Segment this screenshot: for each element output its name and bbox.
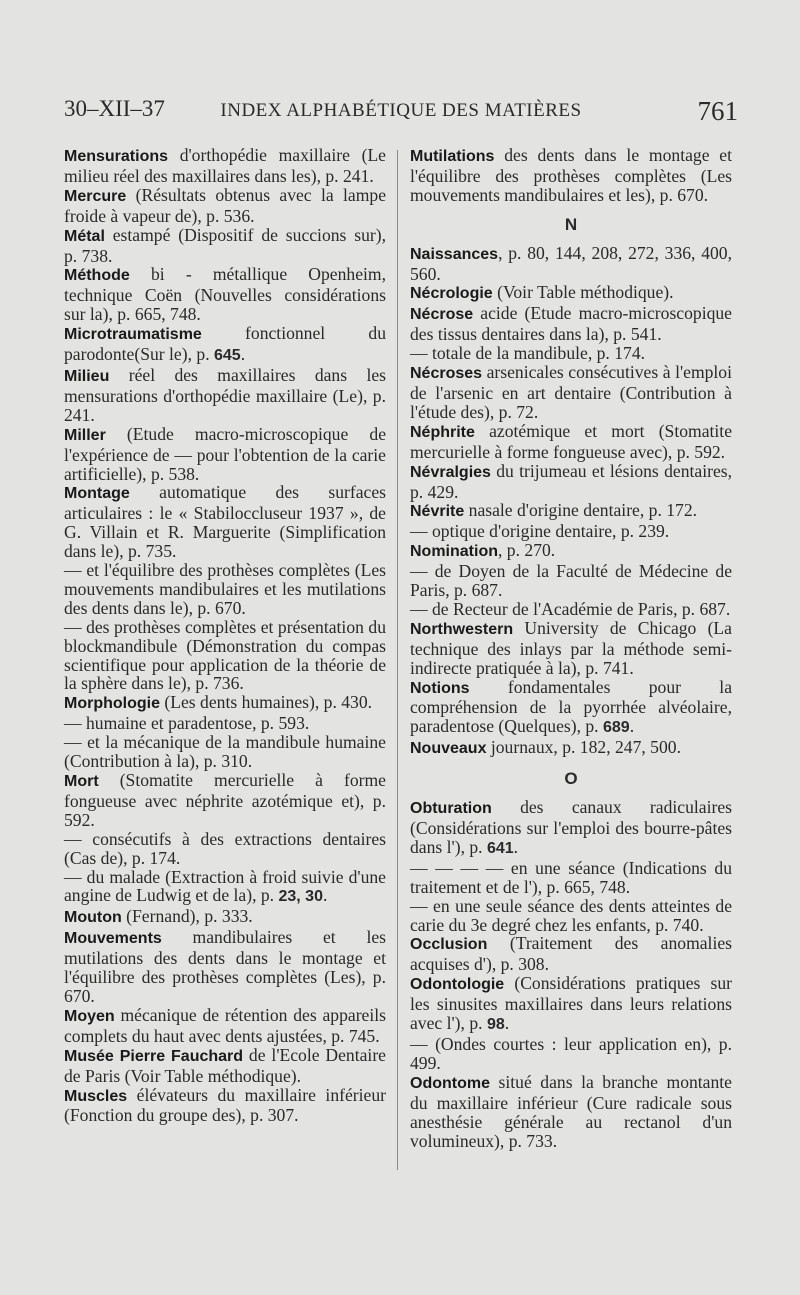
entry-text: — humaine et paradentose, p. 593. xyxy=(64,713,310,734)
index-entry xyxy=(410,798,732,859)
entry-text: arsenicales consécutives à l'emploi de l'arsenic en art dentaire (Contribution à l'étude des), p. 72. xyxy=(410,362,732,422)
entry-heading: Microtraumatisme xyxy=(64,326,202,344)
entry-text: University de Chicago (La technique des inlays par la méthode semi-indirecte pratiquée à la), p. 741. xyxy=(410,617,732,678)
index-entry xyxy=(64,928,386,1006)
entry-bold-pages: 689 xyxy=(602,719,630,737)
entry-text: — et l'équilibre des prothèses complètes (Les mouvements mandibulaires et les mutilations des dents dans le), p. 670. xyxy=(64,560,386,618)
entry-text: bi - métallique Openheim, technique Coën (Nouvelles considérations sur la), p. 665, 748. xyxy=(64,264,386,325)
index-entry xyxy=(410,522,732,541)
entry-text: — consécutifs à des extractions dentaires (Cas de), p. 174. xyxy=(64,828,386,868)
entry-trailing-punct: . xyxy=(322,885,328,906)
n-entries xyxy=(410,244,732,760)
entry-heading: Montage xyxy=(64,485,130,503)
entry-text: (Traitement des anomalies acquises d'), p. 308. xyxy=(410,933,732,975)
entry-heading: Nécroses xyxy=(410,365,483,383)
entry-text: des canaux radiculaires (Considérations sur l'emploi des bourre-pâtes dans l'), p. xyxy=(410,797,732,857)
index-entry xyxy=(64,561,386,618)
index-entry xyxy=(410,619,732,678)
index-entry xyxy=(410,304,732,344)
entry-text: fondamentales pour la compréhension de la pyorrhée alvéolaire, paradentose (Quelques), p. xyxy=(410,676,732,737)
entry-heading: Milieu xyxy=(64,367,110,385)
index-entry xyxy=(64,771,386,830)
index-entry xyxy=(410,859,732,897)
entry-heading: Notions xyxy=(410,679,470,697)
entry-text: , p. 80, 144, 208, 272, 336, 400, 560. xyxy=(410,242,732,284)
index-entry xyxy=(410,1073,732,1151)
entry-text: — des prothèses complètes et présentation du blockmandibule (Démonstration du compas scientifique pour application de la théorie de la sphère dans le), p. 736. xyxy=(64,616,386,694)
entry-heading: Névralgies xyxy=(410,463,491,481)
entry-text: du trijumeau et lésions dentaires, p. 429. xyxy=(410,460,732,502)
entry-bold-pages: 98 xyxy=(486,1016,505,1034)
o-entries xyxy=(410,798,732,1150)
index-entry xyxy=(410,974,732,1035)
section-letter-o: O xyxy=(564,769,578,789)
index-entry xyxy=(410,283,732,304)
index-entry xyxy=(64,830,386,868)
entry-text: situé dans la branche montante du maxillaire inférieur (Cure radicale sous anesthésie générale au rectanol d'un volumineux), p. 733. xyxy=(410,1071,732,1151)
entry-bold-pages: 23, 30 xyxy=(278,888,323,906)
entry-text: — en une seule séance des dents atteintes de carie du 3e degré chez les enfants, p. 740. xyxy=(410,895,732,935)
entry-heading: Mensurations xyxy=(64,148,169,165)
index-entry xyxy=(410,363,732,422)
header-title: INDEX ALPHABÉTIQUE DES MATIÈRES xyxy=(220,100,582,121)
left-column xyxy=(64,146,386,1125)
index-entry xyxy=(64,1086,386,1126)
entry-text: nasale d'origine dentaire, p. 172. xyxy=(464,500,698,521)
entry-heading: Nomination xyxy=(410,543,498,561)
entry-heading: Northwestern xyxy=(410,620,514,638)
entry-heading: Morphologie xyxy=(64,695,160,713)
entry-text: — et la mécanique de la mandibule humaine (Contribution à la), p. 310. xyxy=(64,732,386,772)
index-entry xyxy=(64,714,386,733)
index-entry xyxy=(64,186,386,226)
entry-text: acide (Etude macro-microscopique des tissus dentaires dans la), p. 541. xyxy=(410,303,732,345)
entry-heading: Mutilations xyxy=(410,148,495,165)
entry-text: — du malade (Extraction à froid suivie d'une angine de Ludwig et de la), p. xyxy=(64,866,386,906)
entry-text: , p. 270. xyxy=(498,540,556,561)
index-entry xyxy=(410,1035,732,1073)
index-entry xyxy=(410,244,732,284)
index-entry xyxy=(64,1046,386,1086)
entry-text: (Etude macro-microscopique de l'expérience de — pour l'obtention de la carie artificielle), p. 538. xyxy=(64,423,386,484)
entry-heading: Muscles xyxy=(64,1087,128,1105)
entry-text: journaux, p. 182, 247, 500. xyxy=(486,737,681,758)
index-entry xyxy=(64,146,386,186)
index-entry xyxy=(410,501,732,522)
entry-heading: Métal xyxy=(64,227,105,245)
index-entry xyxy=(64,366,386,425)
page-header xyxy=(64,96,738,128)
m-continued-entries xyxy=(410,146,732,205)
index-entry xyxy=(410,541,732,562)
entry-heading: Musée Pierre Fauchard xyxy=(64,1047,244,1065)
entry-trailing-punct: . xyxy=(513,836,519,857)
entry-text: (Résultats obtenus avec la lampe froide à vapeur de), p. 536. xyxy=(64,184,386,226)
entry-text: — (Ondes courtes : leur application en), p. 499. xyxy=(410,1033,732,1073)
entry-text: — de Recteur de l'Académie de Paris, p. 687. xyxy=(410,598,731,619)
entry-heading: Mercure xyxy=(64,187,127,205)
index-entry xyxy=(410,934,732,974)
entry-heading: Mort xyxy=(64,773,99,790)
entry-text: mécanique de rétention des appareils complets du haut avec dents ajustées, p. 745. xyxy=(64,1004,386,1046)
entry-text: de l'Ecole Dentaire de Paris (Voir Table méthodique). xyxy=(64,1044,386,1086)
index-entry xyxy=(410,600,732,619)
entry-heading: Nouveaux xyxy=(410,740,487,758)
index-entry xyxy=(64,733,386,771)
index-entry xyxy=(410,562,732,600)
index-entry xyxy=(410,738,732,759)
entry-heading: Néphrite xyxy=(410,423,475,441)
entry-text: — optique d'origine dentaire, p. 239. xyxy=(410,521,670,542)
index-entry xyxy=(410,678,732,739)
entry-text: — totale de la mandibule, p. 174. xyxy=(410,343,646,364)
entry-trailing-punct: . xyxy=(629,716,635,737)
entry-text: (Les dents humaines), p. 430. xyxy=(159,692,373,713)
index-entry xyxy=(64,324,386,366)
section-letter-n: N xyxy=(564,214,578,234)
index-entry xyxy=(64,483,386,561)
entry-text: — de Doyen de la Faculté de Médecine de Paris, p. 687. xyxy=(410,561,732,601)
entry-text: automatique des surfaces articulaires : le « Stabiloccluseur 1937 », de G. Villain et R. Marguerite (Simplification dans le), p. 735. xyxy=(64,482,386,562)
index-entry xyxy=(64,618,386,694)
index-entry xyxy=(410,462,732,502)
index-entry xyxy=(64,1006,386,1046)
entry-heading: Névrite xyxy=(410,503,465,521)
index-entry xyxy=(64,226,386,266)
index-entry xyxy=(64,425,386,484)
entry-text: (Voir Table méthodique). xyxy=(492,282,674,303)
header-date: 30–XII–37 xyxy=(64,96,165,121)
entry-text: mandibulaires et les mutilations des dents dans le montage et l'équilibre des prothèses complètes (Les), p. 670. xyxy=(64,927,386,1006)
entry-trailing-punct: . xyxy=(240,344,246,365)
entry-text: fonctionnel du parodonte(Sur le), p. xyxy=(64,323,386,365)
entry-text: élévateurs du maxillaire inférieur (Fonction du groupe des), p. 307. xyxy=(64,1084,386,1126)
entry-text: azotémique et mort (Stomatite mercurielle à forme fongueuse avec), p. 592. xyxy=(410,420,732,462)
page-number: 761 xyxy=(697,96,738,126)
entry-text: d'orthopédie maxillaire (Le milieu réel des maxillaires dans les), p. 241. xyxy=(64,145,386,186)
entry-text: réel des maxillaires dans les mensurations d'orthopédie maxillaire (Le), p. 241. xyxy=(64,364,386,425)
entry-bold-pages: 641 xyxy=(486,839,514,857)
index-entry xyxy=(410,146,732,205)
entry-text: (Fernand), p. 333. xyxy=(121,906,253,927)
index-entry xyxy=(410,422,732,462)
entry-heading: Miller xyxy=(64,426,106,444)
entry-trailing-punct: . xyxy=(504,1013,510,1034)
index-entry xyxy=(410,897,732,935)
right-column xyxy=(410,146,732,1150)
entry-heading: Occlusion xyxy=(410,936,488,954)
entry-text: des dents dans le montage et l'équilibre des prothèses complètes (Les mouvements mandibulaires et les), p. 670. xyxy=(410,145,732,205)
entry-heading: Mouvements xyxy=(64,930,162,948)
entry-text: — — — — en une séance (Indications du traitement et de l'), p. 665, 748. xyxy=(410,857,732,897)
entry-text: (Considérations pratiques sur les sinusites maxillaires dans leurs relations avec l'), p. xyxy=(410,973,732,1034)
entry-heading: Méthode xyxy=(64,267,130,285)
entry-heading: Obturation xyxy=(410,800,492,818)
entry-heading: Moyen xyxy=(64,1007,115,1025)
index-entry xyxy=(410,344,732,363)
column-divider xyxy=(397,150,398,1170)
index-entry xyxy=(64,868,386,908)
entry-heading: Odontologie xyxy=(410,976,505,994)
index-entry xyxy=(64,907,386,928)
entry-text: (Stomatite mercurielle à forme fongueuse avec néphrite azotémique et), p. 592. xyxy=(64,770,386,830)
entry-heading: Odontome xyxy=(410,1074,490,1092)
entry-heading: Nécrose xyxy=(410,306,474,324)
entry-heading: Nécrologie xyxy=(410,285,493,303)
entry-heading: Naissances xyxy=(410,245,499,263)
index-entry xyxy=(64,693,386,714)
entry-bold-pages: 645 xyxy=(214,347,241,365)
entry-text: estampé (Dispositif de succions sur), p. 738. xyxy=(64,224,386,266)
index-entry xyxy=(64,265,386,324)
entry-heading: Mouton xyxy=(64,909,122,927)
